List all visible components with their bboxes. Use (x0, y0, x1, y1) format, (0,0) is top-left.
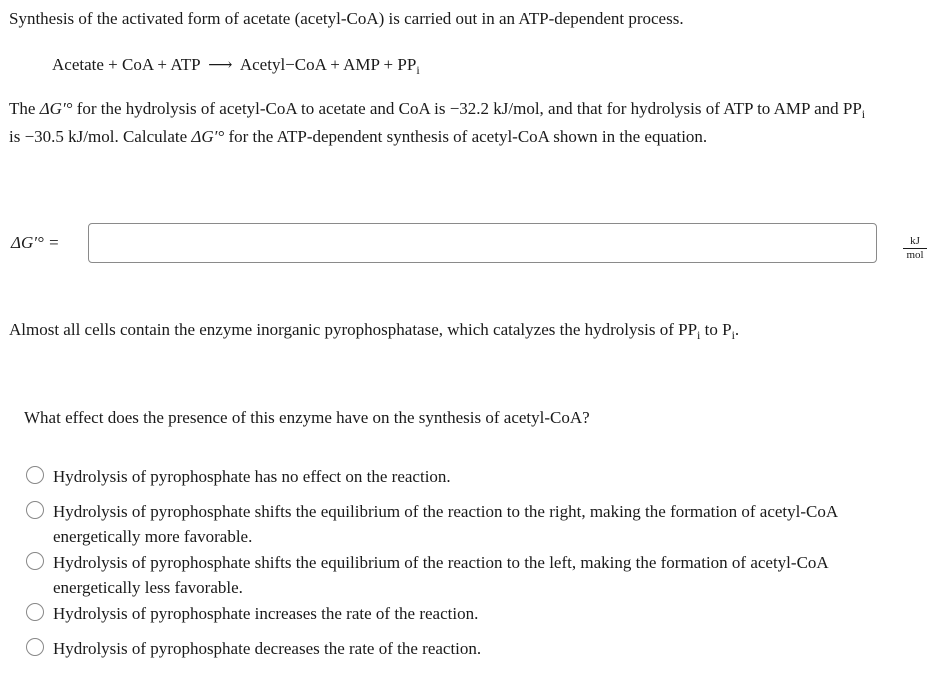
enzyme-subscript-1: i (697, 328, 701, 342)
paragraph-line-2 (9, 127, 707, 147)
paragraph-text-4: for the ATP-dependent synthesis of acetyl-CoA shown in the equation. (224, 127, 708, 146)
intro-text: Synthesis of the activated form of acetate (acetyl-CoA) is carried out in an ATP-dependent process. (9, 9, 684, 28)
option-decreases-rate[interactable] (26, 636, 893, 661)
enzyme-text-3: . (734, 320, 740, 339)
paragraph-text-2: for the hydrolysis of acetyl-CoA to acetate and CoA is −32.2 kJ/mol, and that for hydrolysis of ATP to AMP and PP (72, 99, 862, 118)
enzyme-text-1: Almost all cells contain the enzyme inorganic pyrophosphatase, which catalyzes the hydrolysis of PP (9, 320, 698, 339)
equation-arrow: ⟶ (208, 55, 233, 74)
paragraph-subscript: i (861, 107, 866, 121)
paragraph-text-3: is −30.5 kJ/mol. Calculate (9, 127, 192, 146)
unit-fraction (903, 236, 927, 261)
paragraph-text-1: The (9, 99, 40, 118)
delta-g-answer-input[interactable] (88, 223, 877, 263)
option-shift-left[interactable] (26, 550, 893, 600)
radio-button[interactable] (26, 466, 44, 484)
equation-rhs: Acetyl−CoA + AMP + PP (239, 55, 417, 74)
enzyme-text-2: to P (700, 320, 732, 339)
option-label: Hydrolysis of pyrophosphate shifts the equilibrium of the reaction to the left, making the formation of acetyl-CoA (53, 553, 829, 572)
equation-rhs-subscript: i (416, 63, 420, 77)
option-label-cont: energetically more favorable. (53, 527, 253, 546)
enzyme-statement (9, 320, 739, 340)
question-text: What effect does the presence of this enzyme have on the synthesis of acetyl-CoA? (24, 408, 590, 427)
option-increases-rate[interactable] (26, 601, 893, 626)
paragraph-line-1 (9, 99, 865, 119)
radio-button[interactable] (26, 638, 44, 656)
radio-button[interactable] (26, 501, 44, 519)
option-label: Hydrolysis of pyrophosphate decreases the rate of the reaction. (53, 639, 482, 658)
radio-button[interactable] (26, 603, 44, 621)
answer-label: ΔG′° = (11, 233, 60, 252)
option-shift-right[interactable] (26, 499, 893, 549)
delta-g-symbol-2: ΔG′° (191, 127, 225, 146)
reaction-equation (52, 55, 420, 75)
option-label-cont: energetically less favorable. (53, 578, 243, 597)
enzyme-subscript-2: i (731, 328, 735, 342)
radio-button[interactable] (26, 552, 44, 570)
option-no-effect[interactable] (26, 464, 893, 489)
unit-numerator: kJ (903, 236, 927, 249)
equation-lhs: Acetate + CoA + ATP (52, 55, 200, 74)
delta-g-symbol: ΔG′° (39, 99, 73, 118)
unit-denominator: mol (906, 249, 924, 261)
option-label: Hydrolysis of pyrophosphate has no effect on the reaction. (53, 467, 451, 486)
option-label: Hydrolysis of pyrophosphate shifts the equilibrium of the reaction to the right, making the formation of acetyl-CoA (53, 502, 839, 521)
option-label: Hydrolysis of pyrophosphate increases the rate of the reaction. (53, 604, 479, 623)
